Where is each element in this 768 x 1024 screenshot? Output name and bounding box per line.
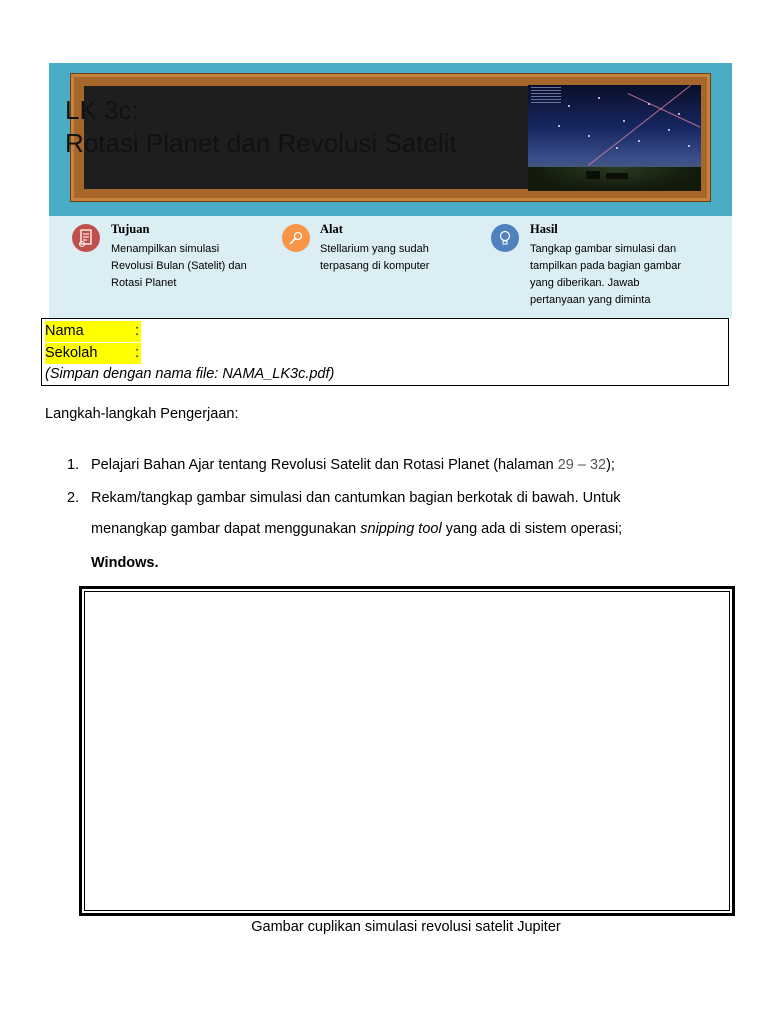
name-label: Nama: [45, 323, 84, 339]
tools-text: Stellarium yang sudah terpasang di komputer: [320, 243, 430, 272]
name-colon: :: [135, 323, 140, 339]
save-filename-note: (Simpan dengan nama file: NAMA_LK3c.pdf): [45, 366, 335, 382]
steps-heading: Langkah-langkah Pengerjaan:: [45, 406, 239, 422]
image-caption: Gambar cuplikan simulasi revolusi satelit Jupiter: [251, 919, 561, 935]
school-field-row[interactable]: [45, 343, 141, 364]
result-heading: Hasil: [530, 222, 558, 236]
step-1-text: Pelajari Bahan Ajar tentang Revolusi Satelit dan Rotasi Planet (halaman 29 – 32);: [91, 457, 615, 473]
goal-heading: Tujuan: [111, 222, 150, 236]
step-1-number: 1.: [67, 457, 80, 473]
step-2-line-2: menangkap gambar dapat menggunakan snipping tool yang ada di sistem operasi;: [91, 521, 623, 537]
step-2-number: 2.: [67, 490, 80, 506]
school-label: Sekolah: [45, 345, 98, 361]
screenshot-placeholder-inner: [84, 591, 730, 911]
name-field-row[interactable]: [45, 321, 141, 342]
hud-text-overlay: [531, 87, 561, 103]
tools-heading: Alat: [320, 222, 343, 236]
result-text: Tangkap gambar simulasi dan tampilkan pada bagian gambar yang diberikan. Jawab pertanyaan yang diminta: [530, 243, 682, 306]
horizon-ground: [528, 167, 701, 191]
step-2-line-3: Windows.: [91, 555, 159, 571]
document-icon: [72, 224, 100, 252]
goal-text: Menampilkan simulasi Revolusi Bulan (Satelit) dan Rotasi Planet: [111, 243, 247, 289]
title-line-2: Rotasi Planet dan Revolusi Satelit: [65, 128, 457, 158]
school-colon: :: [135, 345, 140, 361]
stellarium-sky-image: [528, 85, 701, 191]
screenshot-placeholder-box: [79, 586, 735, 916]
step-2-line-1: Rekam/tangkap gambar simulasi dan cantumkan bagian berkotak di bawah. Untuk: [91, 490, 621, 506]
tools-icon: [282, 224, 310, 252]
lightbulb-icon: [491, 224, 519, 252]
page-title: [65, 94, 525, 160]
title-line-1: LK 3c:: [65, 95, 139, 125]
